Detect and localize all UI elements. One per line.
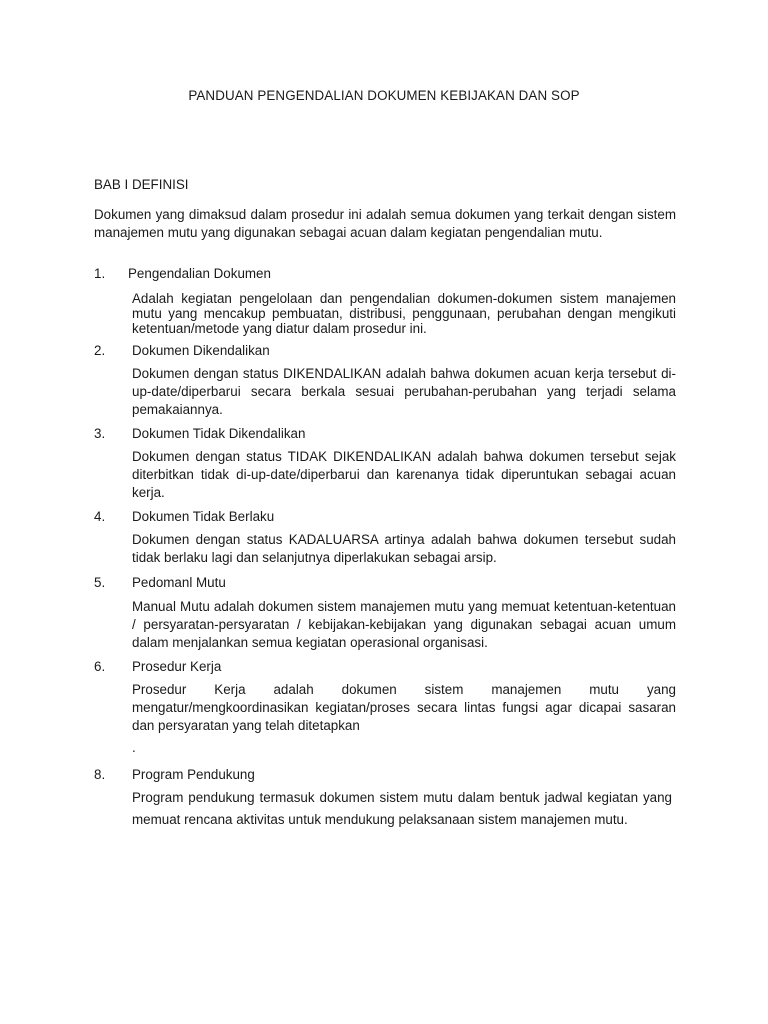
list-item-number: 2. bbox=[94, 343, 106, 358]
list-item-title: Dokumen Tidak Berlaku bbox=[132, 509, 275, 524]
list-item-title: Dokumen Dikendalikan bbox=[132, 343, 270, 358]
list-item-title: Dokumen Tidak Dikendalikan bbox=[132, 426, 306, 441]
list-item-number: 5. bbox=[94, 575, 106, 590]
list-item-title: Program Pendukung bbox=[132, 767, 255, 782]
list-item-body: Dokumen dengan status DIKENDALIKAN adalah bahwa dokumen acuan kerja tersebut di-up-date/diperbarui secara berkala sesuai perubahan-perubahan yang terjadi selama pemakaiannya. bbox=[132, 366, 676, 417]
list-item-body: Dokumen dengan status KADALUARSA artinya adalah bahwa dokumen tersebut sudah tidak berlaku lagi dan selanjutnya diperlakukan sebagai arsip. bbox=[132, 532, 676, 565]
list-item-title: Prosedur Kerja bbox=[132, 659, 222, 674]
document-title: PANDUAN PENGENDALIAN DOKUMEN KEBIJAKAN DAN SOP bbox=[188, 88, 580, 103]
list-item-number: 4. bbox=[94, 509, 106, 524]
list-item-body: Manual Mutu adalah dokumen sistem manajemen mutu yang memuat ketentuan-ketentuan / persyaratan-persyaratan / kebijakan-kebijakan yang digunakan sebagai acuan umum dalam menjalankan semua kegiatan operasional organisasi. bbox=[132, 599, 676, 650]
stray-period: . bbox=[132, 740, 136, 755]
list-item-number: 8. bbox=[94, 767, 106, 782]
list-item-title: Pedomanl Mutu bbox=[132, 575, 226, 590]
list-item-title: Pengendalian Dokumen bbox=[128, 266, 271, 281]
list-item-body: Adalah kegiatan pengelolaan dan pengendalian dokumen-dokumen sistem manajemen mutu yang mencakup pembuatan, distribusi, penggunaan, perubahan dengan mengikuti ketentuan/metode yang diatur dalam prosedur ini. bbox=[132, 291, 676, 336]
chapter-heading: BAB I DEFINISI bbox=[94, 177, 189, 192]
list-item-body: Dokumen dengan status TIDAK DIKENDALIKAN adalah bahwa dokumen tersebut sejak diterbitkan tidak di-up-date/diperbarui dan karenanya tidak diperuntukan sebagai acuan kerja. bbox=[132, 449, 676, 500]
list-item-number: 3. bbox=[94, 426, 106, 441]
list-item-body: Prosedur Kerja adalah dokumen sistem manajemen mutu yang mengatur/mengkoordinasikan kegiatan/proses secara lintas fungsi agar dicapai sasaran dan persyaratan yang telah ditetapkan bbox=[132, 682, 676, 733]
list-item-number: 1. bbox=[94, 266, 106, 281]
list-item-body: Program pendukung termasuk dokumen sistem mutu dalam bentuk jadwal kegiatan yang memuat rencana aktivitas untuk mendukung pelaksanaan sistem manajemen mutu. bbox=[132, 790, 672, 827]
intro-paragraph: Dokumen yang dimaksud dalam prosedur ini adalah semua dokumen yang terkait dengan sistem manajemen mutu yang digunakan sebagai acuan dalam kegiatan pengendalian mutu. bbox=[94, 207, 676, 240]
list-item-number: 6. bbox=[94, 659, 106, 674]
